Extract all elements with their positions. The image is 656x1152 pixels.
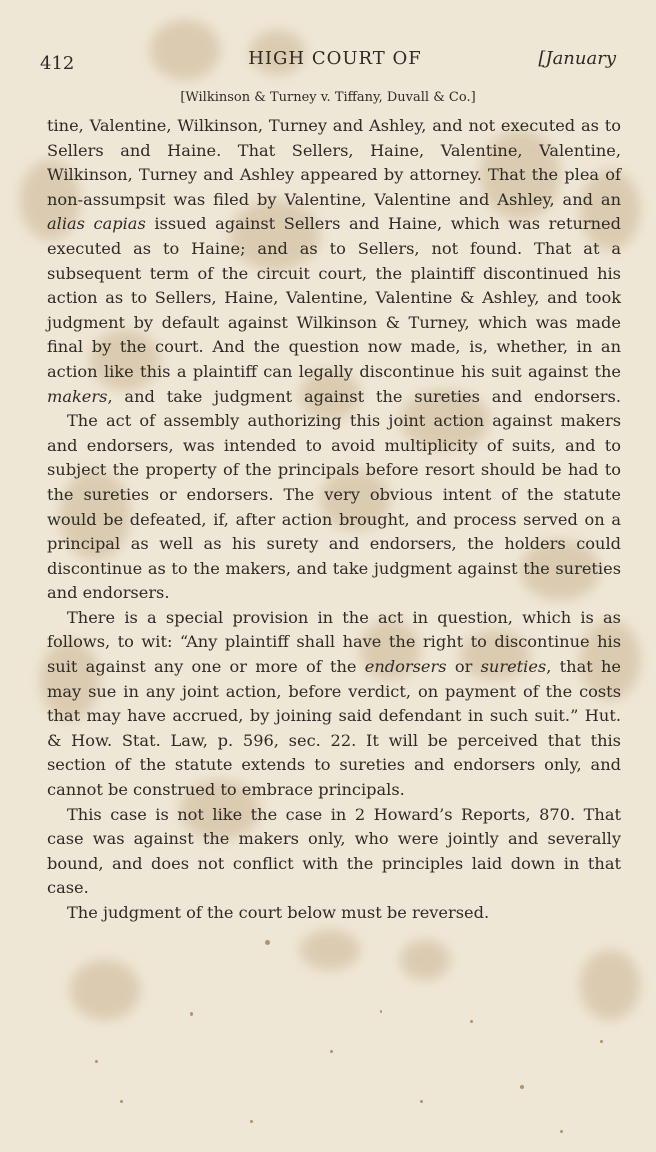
paragraph-text-italic: makers	[47, 386, 108, 406]
paragraph-text-italic: endorsers	[364, 657, 447, 677]
paragraph-text: or	[446, 657, 481, 677]
page-number: 412	[40, 53, 75, 74]
running-head-month: [January	[538, 48, 616, 69]
paragraph-text: issued against Sellers and Haine, which was returned executed as to Haine; and as to Sellers, not found. That at a subsequent term of the circuit court, the plaintiff discontinued his action as to Sellers, Haine, Valentine, Valentine & Ashley, and took judgment by default against Wilkinson & Turney, which was made final by the court. And the question now made, is, whether, in an action like this a plaintiff can legally discontinue his suit against the	[47, 214, 621, 381]
paragraph-3	[47, 606, 621, 803]
page-header	[40, 48, 616, 78]
case-caption: [Wilkinson & Turney v. Tiffany, Duvall & Co.]	[180, 90, 476, 105]
opinion-text	[47, 114, 621, 926]
paragraph-text: , and take judgment against the sureties and endorsers.	[107, 386, 621, 406]
paragraph-text: , that he may sue in any joint action, before verdict, on payment of the costs that may have accrued, by joining said defendant in such suit.” Hut. & How. Stat. Law, p. 596, sec. 22. It will be perceived that this section of the statute extends to sureties and endorsers only, and cannot be construed to embrace principals.	[47, 657, 621, 800]
paragraph-text: The judgment of the court below must be reversed.	[67, 903, 490, 922]
paragraph-text: The act of assembly authorizing this joint action against makers and endorsers, was intended to avoid multiplicity of suits, and to subject the property of the principals before resort should be had to the sureties or endorsers. The very obvious intent of the statute would be defeated, if, after action brought, and process served on a principal as well as his surety and endorsers, the holders could discontinue as to the makers, and take judgment against the sureties and endorsers.	[47, 411, 621, 603]
paragraph-text: There is a special provision in the act in question, which is as follows, to wit: “Any plaintiff shall have the right to discontinue his suit against any one or more of the	[47, 607, 621, 677]
paragraph-text-italic: alias capias	[47, 214, 146, 234]
paragraph-5	[47, 901, 621, 926]
paragraph-1	[47, 114, 621, 409]
paragraph-text: tine, Valentine, Wilkinson, Turney and Ashley, and not executed as to Sellers and Haine. That Sellers, Haine, Valentine, Valentine, Wilkinson, Turney and Ashley appeared by attorney. That the plea of non-assumpsit was filed by Valentine, Valentine and Ashley, and an	[47, 116, 621, 209]
paragraph-4	[47, 803, 621, 901]
paragraph-text-italic: sureties	[480, 657, 547, 677]
running-head: HIGH COURT OF	[248, 48, 422, 69]
paragraph-2	[47, 409, 621, 606]
paragraph-text: This case is not like the case in 2 Howard’s Reports, 870. That case was against the makers only, who were jointly and severally bound, and does not conflict with the principles laid down in that case.	[47, 804, 621, 898]
